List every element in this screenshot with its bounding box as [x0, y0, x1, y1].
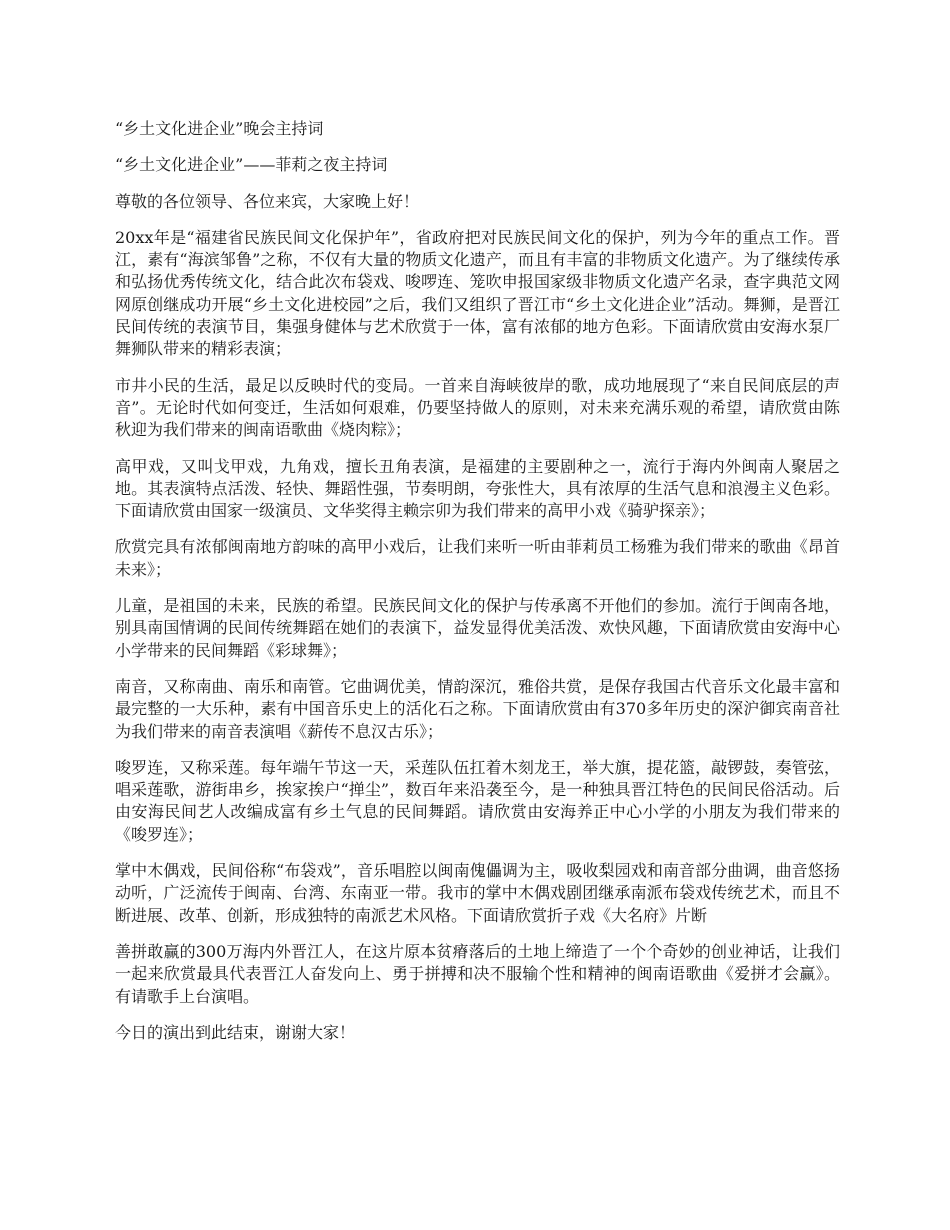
paragraph-song-aipin: 善拼敢赢的300万海内外晋江人，在这片原本贫瘠落后的土地上缔造了一个个奇妙的创业神话，让我们一起来欣赏最具代表晋江人奋发向上、勇于拼搏和决不服输个性和精神的闽南语歌曲《爱拼才会赢》。有请歌手上台演唱。 [115, 941, 840, 1006]
paragraph-nanyin: 南音，又称南曲、南乐和南管。它曲调优美，情韵深沉，雅俗共赏，是保存我国古代音乐文化最丰富和最完整的一大乐种，素有中国音乐史上的活化石之称。下面请欣赏由有370多年历史的深沪御宾南音社为我们带来的南音表演唱《薪传不息汉古乐》； [115, 676, 840, 741]
paragraph-suoluolian: 唆罗连，又称采莲。每年端午节这一天，采莲队伍扛着木刻龙王，举大旗，提花篮，敲锣鼓，奏管弦，唱采莲歌，游街串乡，挨家挨户“掸尘”，数百年来沿袭至今，是一种独具晋江特色的民间民俗活动。后由安海民间艺人改编成富有乡土气息的民间舞蹈。请欣赏由安海养正中心小学的小朋友为我们带来的《唆罗连》； [115, 757, 840, 844]
paragraph-ball-dance: 儿童，是祖国的未来，民族的希望。民族民间文化的保护与传承离不开他们的参加。流行于闽南各地，别具南国情调的民间传统舞蹈在她们的表演下，益发显得优美活泼、欢快风趣，下面请欣赏由安海中心小学带来的民间舞蹈《彩球舞》； [115, 596, 840, 660]
paragraph-gaojia-opera: 高甲戏，又叫戈甲戏，九角戏，擅长丑角表演，是福建的主要剧种之一，流行于海内外闽南人聚居之地。其表演特点活泼、轻快、舞蹈性强，节奏明朗，夸张性大，具有浓厚的生活气息和浪漫主义色彩。下面请欣赏由国家一级演员、文华奖得主赖宗卯为我们带来的高甲小戏《骑驴探亲》； [115, 456, 840, 521]
document-title: “乡土文化进企业”晚会主持词 [115, 119, 324, 138]
document-subtitle: “乡土文化进企业”——菲莉之夜主持词 [115, 155, 388, 175]
paragraph-puppet-show: 掌中木偶戏，民间俗称“布袋戏”，音乐唱腔以闽南傀儡调为主，吸收梨园戏和南音部分曲调，曲音悠扬动听，广泛流传于闽南、台湾、东南亚一带。我市的掌中木偶戏剧团继承南派布袋戏传统艺术，而且不断进展、改革、创新，形成独特的南派艺术风格。下面请欣赏折子戏《大名府》片断 [115, 861, 840, 925]
document-page [115, 118, 840, 1058]
paragraph-intro-lion-dance: 20xx年是“福建省民族民间文化保护年”，省政府把对民族民间文化的保护，列为今年的重点工作。晋江，素有“海滨邹鲁”之称，不仅有大量的物质文化遗产，而且有丰富的非物质文化遗产。为了继续传承和弘扬优秀传统文化，结合此次布袋戏、唆啰连、笼吹申报国家级非物质文化遗产名录，查字典范文网网原创继成功开展“乡土文化进校园”之后，我们又组织了晋江市“乡土文化进企业”活动。舞狮，是晋江民间传统的表演节目，集强身健体与艺术欣赏于一体，富有浓郁的地方色彩。下面请欣赏由安海水泵厂舞狮队带来的精彩表演； [115, 227, 840, 359]
paragraph-closing: 今日的演出到此结束，谢谢大家！ [115, 1022, 356, 1042]
paragraph-greeting: 尊敬的各位领导、各位来宾，大家晚上好！ [115, 191, 420, 211]
paragraph-song-shaorouzong: 市井小民的生活，最足以反映时代的变局。一首来自海峡彼岸的歌，成功地展现了“来自民间底层的声音”。无论时代如何变迁，生活如何艰难，仍要坚持做人的原则，对未来充满乐观的希望，请欣赏由陈秋迎为我们带来的闽南语歌曲《烧肉粽》； [115, 375, 840, 440]
paragraph-song-angshou: 欣赏完具有浓郁闽南地方韵味的高甲小戏后，让我们来听一听由菲莉员工杨雅为我们带来的歌曲《昂首未来》； [115, 537, 840, 579]
